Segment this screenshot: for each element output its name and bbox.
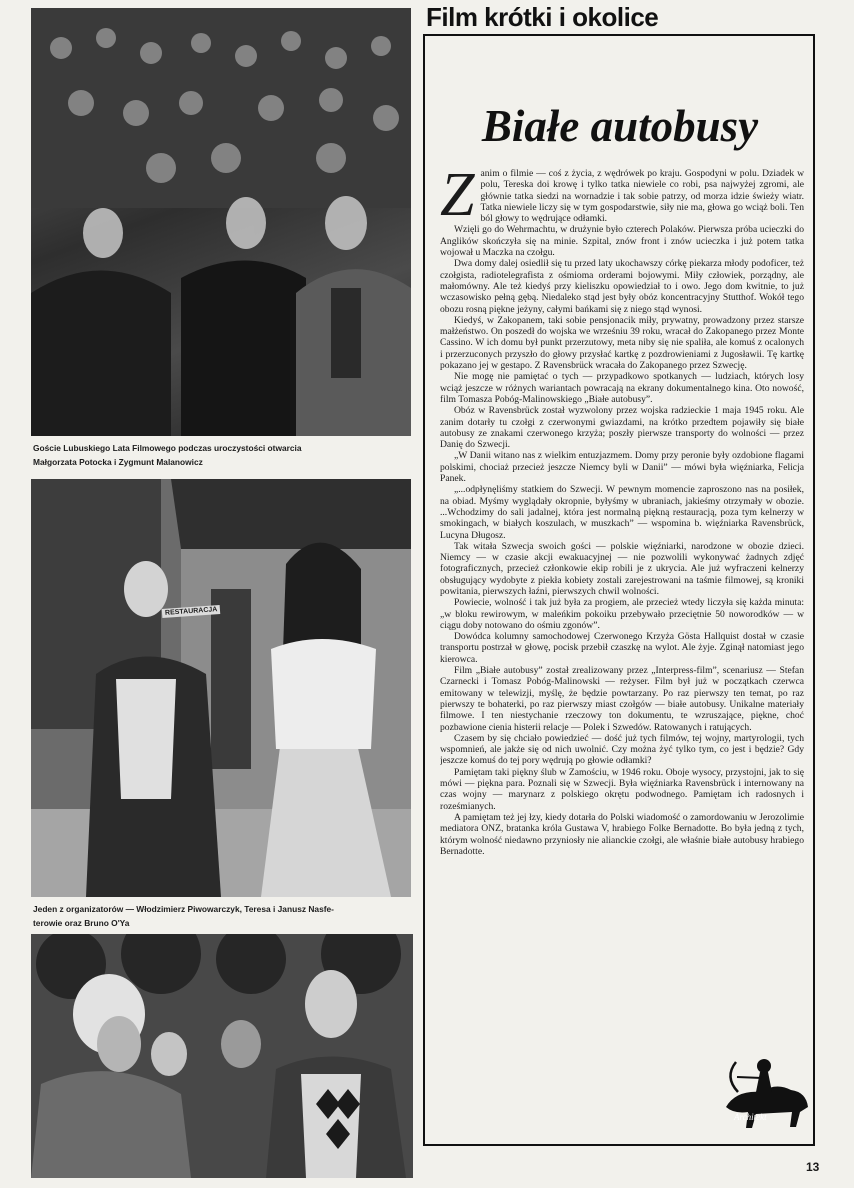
photo2-caption — [33, 902, 413, 930]
audience-illustration — [31, 8, 411, 436]
street-illustration — [31, 479, 411, 897]
photo1-caption — [33, 441, 413, 469]
article-body — [440, 168, 804, 1048]
photo2-restaurant-sign: RESTAURACJA — [162, 605, 221, 618]
drop-cap: Z — [440, 168, 475, 229]
article-paragraph: Wzięli go do Wehrmachtu, w drużynie było czterech Polaków. Pierwsza próba ucieczki do Anglików skończyła się na minie. Szpital, znów front i znów ucieczka i już potem tatka wojował u Maczka na czołgu. — [440, 224, 804, 259]
photo1-caption-line2: Małgorzata Potocka i Zygmunt Malanowicz — [33, 457, 203, 467]
photo-organizers — [31, 479, 411, 897]
photo-guests-outdoors — [31, 934, 413, 1178]
article-title: Białe autobusy — [481, 101, 759, 151]
photo2-caption-line1: Jeden z organizatorów — Włodzimierz Piwowarczyk, Teresa i Janusz Nasfe- — [33, 904, 334, 914]
article-paragraph: Nie mogę nie pamiętać o tych — przypadkowo spotkanych — ludziach, których losy wciąż jeszcze w różnych wariantach powracają na ekrany dokumentalnego kina. Oto nowość, film Tomasza Pobóg-Malinowskiego „Białe autobusy”. — [440, 371, 804, 405]
page-number: 13 — [806, 1160, 820, 1174]
archer-logo — [716, 1052, 812, 1132]
article-paragraph: Kiedyś, w Zakopanem, taki sobie pensjonacik miły, prywatny, prowadzony przez starsze małżeństwo. On poszedł do wojska we wrześniu 39 roku, wracał do Zakopanego przez Monte Cassino. W ich domu był punkt przerzutowy, meta niby się nie spaliła, ale komuś z ocalonych i przerzuconych przyszło do głowy przysłać kartkę z pozdrowieniami z Jugosławii. Tę kartkę pokazano jej w gestapo. Z Ravensbrück wracała do Zakopanego przez Szwecję. — [440, 314, 804, 372]
article-paragraph: Pamiętam taki piękny ślub w Zamościu, w 1946 roku. Oboje wysocy, przystojni, jak to się mówi — piękna para. Poznali się w Szwecji. Była więźniarka Ravensbrück i internowany na czas wojny — marynarz z polskiego okrętu podwodnego. Pamiętam ich radosnych i roześmianych. — [440, 766, 804, 812]
article-paragraph: Dwa domy dalej osiedlił się tu przed laty ukochawszy córkę piekarza młody podoficer, też czołgista, radiotelegrafista z ośmioma orderami bojowymi. Miły człowiek, porządny, ale małomówny. Ale też kiedyś przy kieliszku opowiedział to i owo. Jego dom kwitnie, to już wczasowisko pełną gębą. Niedaleko stąd jest były obóz koncentracyjny Stutthof. Wokół tego obozu rosną piękne jeżyny, całymi bańkami się z niego stąd wynosi. — [440, 258, 804, 315]
photo2-caption-line2: terowie oraz Bruno O'Ya — [33, 918, 130, 928]
article-paragraph: „W Danii witano nas z wielkim entuzjazmem. Domy przy peronie były ozdobione flagami polskimi, chociaż przecież jeszcze Niemcy byli w Danii” — mówi była więźniarka, Felicja Panek. — [440, 450, 804, 485]
article-paragraph: „...odpłynęliśmy statkiem do Szwecji. W pewnym momencie zaproszono nas na posiłek, na obiad. Myśmy wyglądały okropnie, byłyśmy w ubraniach, jakieśmy otrzymały w obozie. ...Wchodzimy do sali jadalnej, która jest normalną piękną restauracją, poza tym kelnerzy w smokingach, w białych koszulach, w muszkach” — wspomina b. więźniarka Ravensbrück, Lucyna Długosz. — [440, 484, 804, 541]
article-paragraph: Czasem by się chciało powiedzieć — dość już tych filmów, tej wojny, martyrologii, tych wspomnień, ale jakże się od nich uwolnić. Czy można żyć tylko tym, co jest i będzie? Gdy jeszcze komuś do tej pory wędrują po głowie odłamki? — [440, 732, 804, 767]
article-paragraph: Tak witała Szwecja swoich gości — polskie więźniarki, narodzone w obozie dzieci. Niemcy — w czasie akcji ewakuacyjnej — nie pozwolili wykonywać żadnych zdjęć fotograficznych, przecież członkowie ekip robili je z ukrycia. Ale już wyfraczeni kelnerzy obsługujący wydobyte z piekła kobiety zostali zarejestrowani na taśmie filmowej, są kroniki powitania, pierwszych łaźni, pierwszych chwil wolności. — [440, 540, 804, 597]
section-title: Film krótki i okolice — [426, 2, 659, 32]
article-paragraph: Powiecie, wolność i tak już była za progiem, ale przecież wtedy liczyła się każda minuta: „w bloku rewirowym, w maleńkim pokoiku przebywało przeciętnie 50 noworodków — w ciągu doby notowano do ośmiu zgonów”. — [440, 597, 804, 631]
outdoor-illustration — [31, 934, 413, 1178]
article-paragraph: A pamiętam też jej łzy, kiedy dotarła do Polski wiadomość o zamordowaniu w Jerozolimie mediatora ONZ, bratanka króla Gustawa V, hrabiego Folke Bernadotte. Bo była jedną z tych, którym wolność niedawno przyniosły nie alianckie czołgi, ale właśnie białe autobusy hrabiego Bernadotte. — [440, 811, 804, 857]
article-paragraph: Zanim o filmie — coś z życia, z wędrówek po kraju. Gospodyni w polu. Dziadek w polu, Tereska doi krowę i tylko tatka niewiele co robi, psa najwyżej zgromi, ale głównie tatka siedzi na wornadzie i tak sobie patrzy, od morza idzie świeży wiatr. Tatka niewiele liczy się w tym gospodarstwie, siły nie ma, głowa go wciąż boli. Ten ból głowy to wędrujące odłamki. — [440, 168, 804, 229]
photo1-caption-line1: Goście Lubuskiego Lata Filmowego podczas uroczystości otwarcia — [33, 443, 302, 453]
article-paragraph: Film „Białe autobusy” został zrealizowany przez „Interpress-film”, scenariusz — Stefan Czarnecki i Tomasz Pobóg-Malinowski — reżyser. Film był już w początkach czerwca emitowany w telewizji, myślę, że będzie powtarzany. Po raz pierwszy ten temat, po raz pierwszy te bohaterki, po raz pierwszy miast czołgów — białe autobusy. Unikalne materiały filmowe. I ten niestychanie rzeczowy ton dokumentu, te wzruszające, piękne, choć pozbawione cienia histerii relacje — Polek i Szwedów. Ratowanych i ratujących. — [440, 665, 804, 733]
photo-festival-audience — [31, 8, 411, 436]
article-paragraph: Dowódca kolumny samochodowej Czerwonego Krzyża Gösta Hallquist dostał w czasie transportu postrzał w głowę, pocisk przebił czaszkę na wylot. Ale żyje. Zginął natomiast jego kierowca. — [440, 631, 804, 665]
article-paragraph: Obóz w Ravensbrück został wyzwolony przez wojska radzieckie 1 maja 1945 roku. Ale zanim dotarły tu czołgi z czerwonymi gwiazdami, na krótko przedtem pojawiły się białe autobusy ze znakami czerwonego krzyża; poszły pierwsze transporty do wolności — przez Danię do Szwecji. — [440, 405, 804, 451]
logo-signature: Architekt — [734, 1112, 767, 1122]
